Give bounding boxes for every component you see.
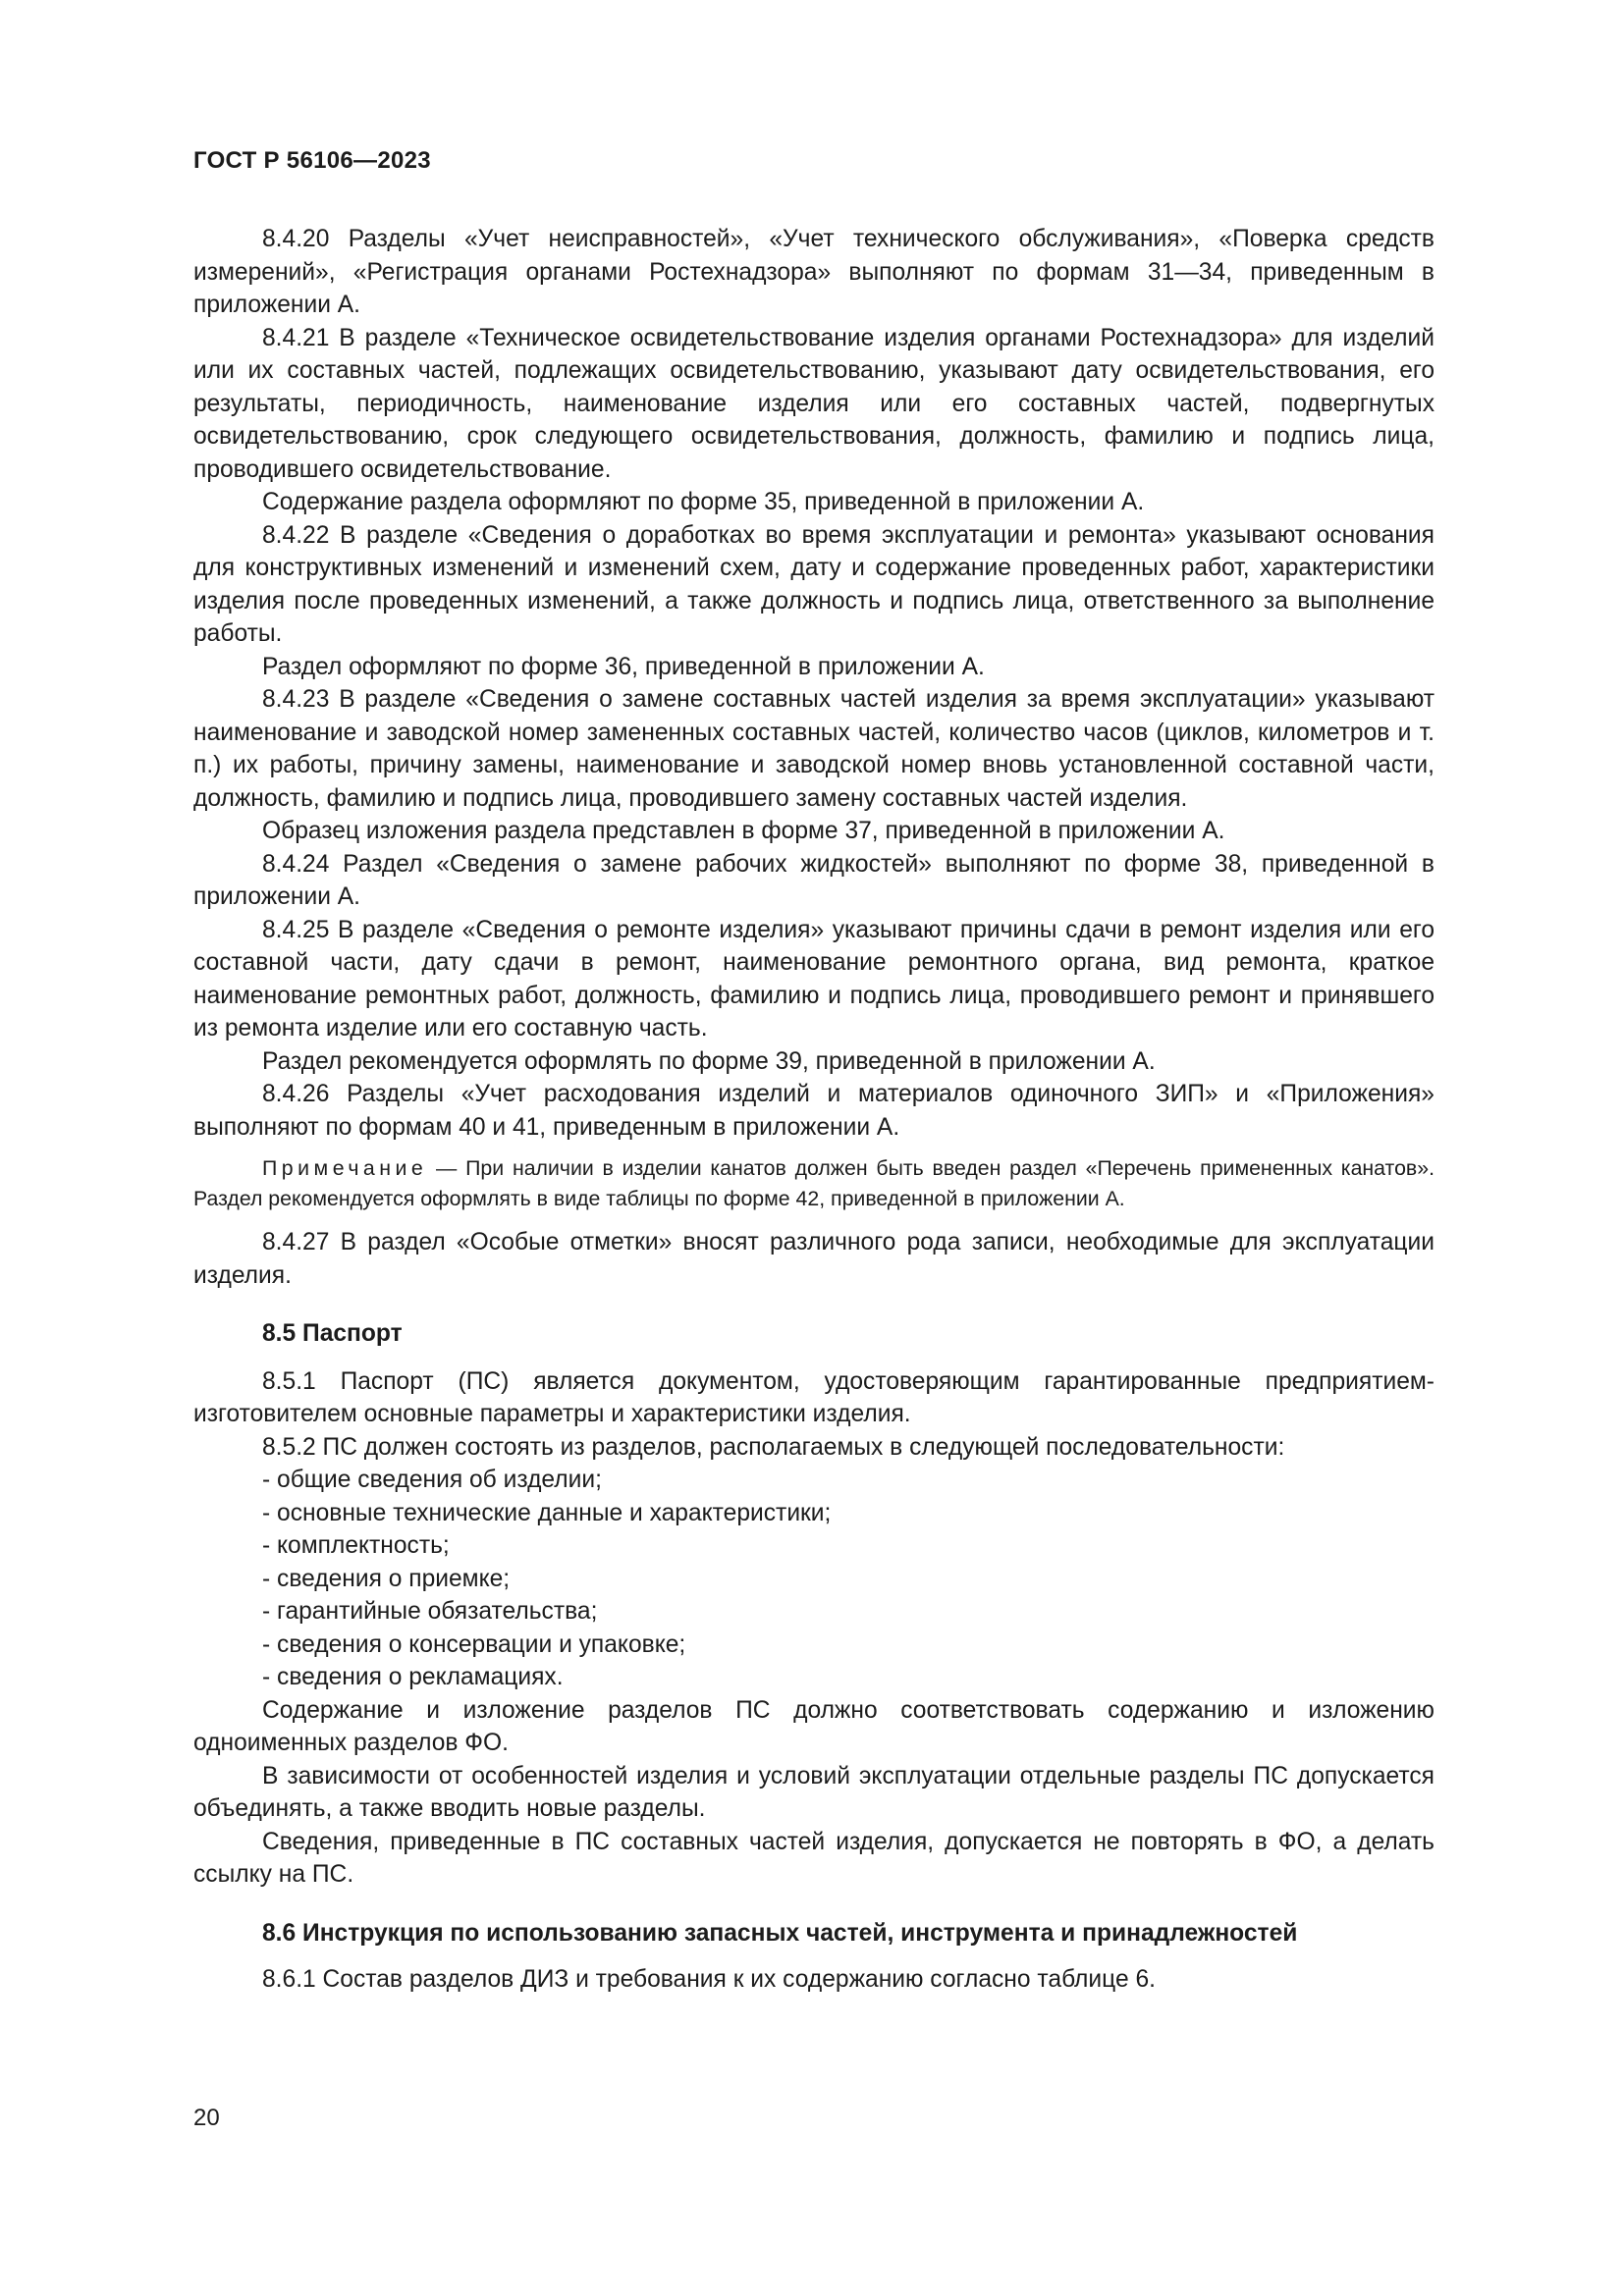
paragraph-8-4-25: 8.4.25 В разделе «Сведения о ремонте изделия» указывают причины сдачи в ремонт изделия или его составной части, дату сдачи в ремонт, наименование ремонтного органа, вид ремонта, краткое наименование ремонтных работ, должность, фамилию и подпись лица, проводившего ремонт и принявшего из ремонта изделие или его составную часть. [193, 916, 1435, 1041]
paragraph-8-6-1: 8.6.1 Состав разделов ДИЗ и требования к их содержанию согласно таблице 6. [262, 1966, 1156, 1993]
paragraph-form-36: Раздел оформляют по форме 36, приведенной в приложении А. [262, 653, 985, 680]
note-text: — При наличии в изделии канатов должен быть введен раздел «Перечень примененных канатов». Раздел рекомендуется оформлять в виде таблицы по форме 42, приведенной в приложении А. [193, 1156, 1435, 1210]
paragraph-8-5-2: 8.5.2 ПС должен состоять из разделов, располагаемых в следующей последовательности: [262, 1433, 1285, 1461]
paragraph-content: Содержание и изложение разделов ПС должно соответствовать содержанию и изложению одноименных разделов ФО. [193, 1696, 1435, 1756]
section-heading-8-5: 8.5 Паспорт [262, 1320, 403, 1347]
document-body [193, 223, 1435, 1997]
paragraph-8-4-23: 8.4.23 В разделе «Сведения о замене составных частей изделия за время эксплуатации» указывают наименование и заводской номер замененных составных частей, количество часов (циклов, километров и т. п.) их работы, причину замены, наименование и заводской номер вновь установленной составной части, должность, фамилию и подпись лица, проводившего замену составных частей изделия. [193, 686, 1435, 812]
paragraph-8-4-21: 8.4.21 В разделе «Техническое освидетельствование изделия органами Ростехнадзора» для изделий или их составных частей, подлежащих освидетельствованию, указывают дату освидетельствования, его результаты, периодичность, наименование изделия или его составных частей, подвергнутых освидетельствованию, срок следующего освидетельствования, должность, фамилию и подпись лица, проводившего освидетельствование. [193, 324, 1435, 483]
list-item: - гарантийные обязательства; [262, 1598, 598, 1625]
paragraph-form-35: Содержание раздела оформляют по форме 35, приведенной в приложении А. [262, 489, 1145, 515]
section-heading-8-6: 8.6 Инструкция по использованию запасных частей, инструмента и принадлежностей [262, 1919, 1298, 1947]
list-item: - комплектность; [262, 1532, 450, 1559]
sections-list [193, 1464, 1435, 1694]
paragraph-8-5-1: 8.5.1 Паспорт (ПС) является документом, удостоверяющим гарантированные предприятием-изготовителем основные параметры и характеристики изделия. [193, 1367, 1435, 1427]
paragraph-8-4-22: 8.4.22 В разделе «Сведения о доработках во время эксплуатации и ремонта» указывают основания для конструктивных изменений и изменений схем, дату и содержание проведенных работ, характеристики изделия после проведенных изменений, а также должность и подпись лица, ответственного за выполнение работы. [193, 521, 1435, 647]
document-header: ГОСТ Р 56106—2023 [193, 147, 431, 174]
paragraph-8-4-27: 8.4.27 В раздел «Особые отметки» вносят различного рода записи, необходимые для эксплуатации изделия. [193, 1229, 1435, 1289]
note [193, 1153, 1435, 1214]
paragraph-form-39: Раздел рекомендуется оформлять по форме 39, приведенной в приложении А. [262, 1047, 1156, 1075]
list-item: - сведения о рекламациях. [262, 1664, 564, 1690]
paragraph-form-37: Образец изложения раздела представлен в форме 37, приведенной в приложении А. [262, 818, 1225, 844]
note-label: Примечание [262, 1156, 428, 1180]
paragraph-8-4-26: 8.4.26 Разделы «Учет расходования изделий и материалов одиночного ЗИП» и «Приложения» выполняют по формам 40 и 41, приведенным в приложении А. [193, 1081, 1435, 1141]
paragraph-reference: Сведения, приведенные в ПС составных частей изделия, допускается не повторять в ФО, а делать ссылку на ПС. [193, 1828, 1435, 1888]
paragraph-8-4-20: 8.4.20 Разделы «Учет неисправностей», «Учет технического обслуживания», «Поверка средств измерений», «Регистрация органами Ростехнадзора» выполняют по формам 31—34, приведенным в приложении А. [193, 226, 1435, 318]
list-item: - сведения о консервации и упаковке; [262, 1630, 686, 1658]
list-item: - основные технические данные и характеристики; [262, 1499, 832, 1526]
list-item: - общие сведения об изделии; [262, 1467, 602, 1493]
paragraph-8-4-24: 8.4.24 Раздел «Сведения о замене рабочих жидкостей» выполняют по форме 38, приведенной в приложении А. [193, 850, 1435, 910]
list-item: - сведения о приемке; [262, 1565, 511, 1592]
page-number: 20 [193, 2105, 220, 2131]
paragraph-merge: В зависимости от особенностей изделия и условий эксплуатации отдельные разделы ПС допускается объединять, а также вводить новые разделы. [193, 1762, 1435, 1822]
